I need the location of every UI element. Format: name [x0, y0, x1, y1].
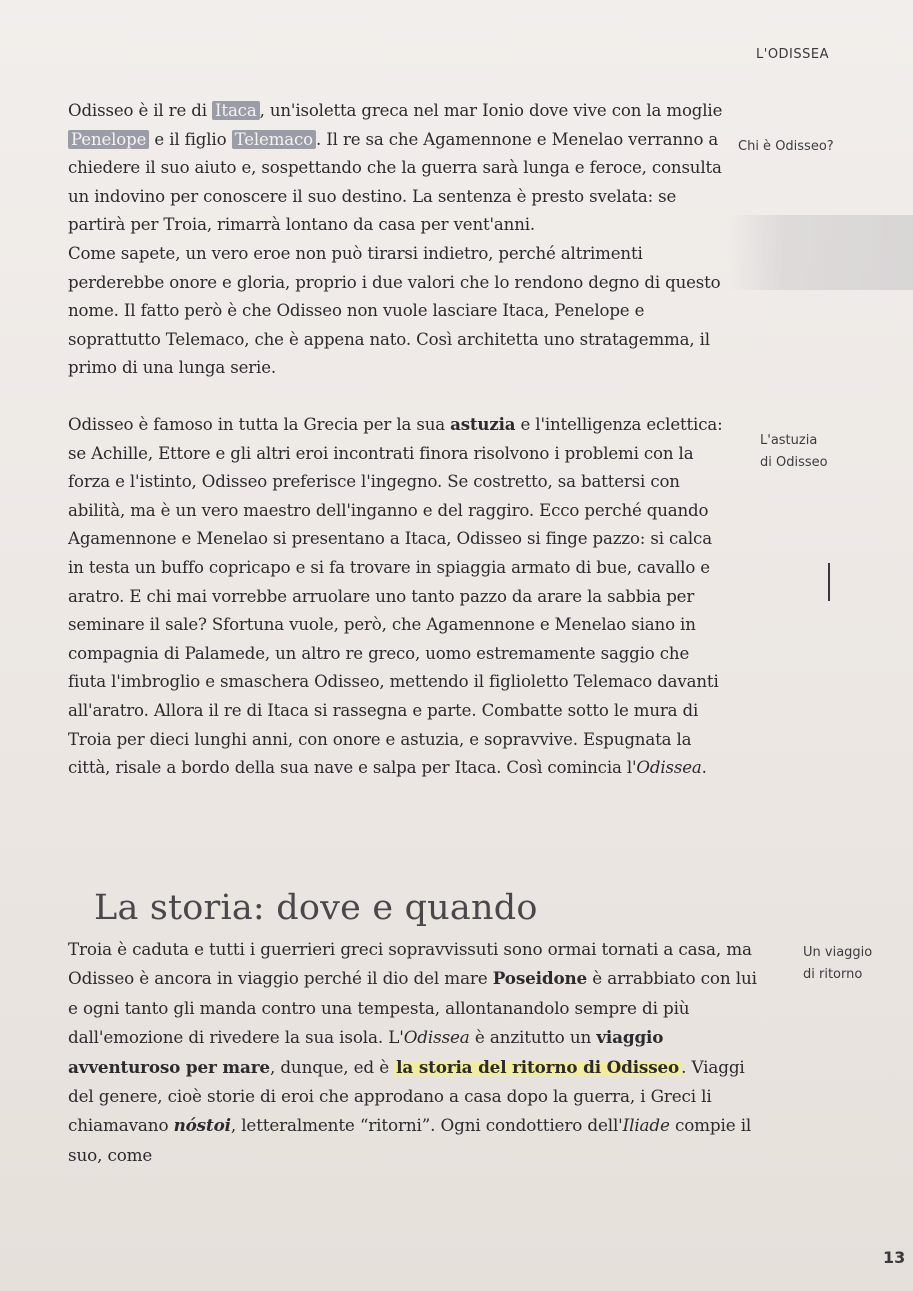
side-note-who	[738, 136, 834, 158]
p4-lodissea-l: L'	[388, 1027, 404, 1048]
paragraph-1	[68, 97, 728, 240]
highlight-itaca: Itaca	[212, 101, 260, 120]
p2-text: Come sapete, un vero eroe non può tirarsi indietro, perché altrimenti perderebbe onore e gloria, proprio i due valori che lo rendono degno di questo nome. Il fatto però è che Odisseo non vuole lasciare Itaca, Penelope e soprattutto Telemaco, che è appena nato. Così architetta uno stratagemma, il primo di una lunga serie.	[68, 244, 721, 378]
page-number: 13	[883, 1248, 906, 1267]
p4-text-5: . Viaggi del genere, cioè storie di eroi che approdano a casa dopo la guerra, i Greci li chiamavano	[68, 1056, 745, 1136]
paragraph-4	[68, 935, 758, 1170]
p4-text-3: è anzitutto un	[469, 1027, 597, 1048]
running-head: L'ODISSEA	[756, 47, 830, 62]
title-iliade: Iliade	[622, 1115, 670, 1136]
margin-marker	[828, 563, 830, 601]
term-viaggio: viaggio avventuroso per mare	[68, 1027, 664, 1077]
title-odissea: Odissea	[636, 758, 702, 778]
page-shadow	[728, 215, 913, 290]
p1-text-1: Odisseo è il re di	[68, 101, 213, 120]
p3-text-3: .	[701, 758, 707, 778]
paragraph-3	[68, 410, 728, 783]
highlight-penelope: Penelope	[68, 130, 149, 149]
p1-text-4: . Il re sa che Agamennone e Menelao verranno a chiedere il suo aiuto e, sospettando che la guerra sarà lunga e feroce, consulta un indovino per conoscere il suo destino. La sentenza è presto svelata: se partirà per Troia, rimarrà lontano da casa per vent'anni.	[68, 129, 722, 235]
p4-text-7: compie il suo, come	[68, 1115, 752, 1165]
p3-text-1: Odisseo è famoso in tutta la Grecia per la sua	[68, 415, 451, 434]
term-nostoi: nóstoi	[173, 1115, 231, 1136]
side-note-journey	[803, 942, 872, 986]
paragraph-2	[68, 240, 728, 383]
p4-text-1: Troia è caduta e tutti i guerrieri greci sopravvissuti sono ormai tornati a casa, ma Odisseo è ancora in viaggio perché il dio del mare	[68, 939, 752, 989]
p1-text-2: , un'isoletta greca nel mar Ionio dove vive con la moglie	[259, 101, 723, 120]
title-odissea-2: Odissea	[403, 1027, 470, 1048]
term-storia-ritorno: la storia del ritorno di Odisseo	[396, 1056, 680, 1077]
side-note-journey-line2: di ritorno	[803, 967, 863, 982]
p4-text-4: , dunque, ed è	[269, 1056, 395, 1077]
highlight-telemaco: Telemaco	[232, 130, 316, 149]
p4-text-2: è arrabbiato con lui e ogni tanto gli manda contro una tempesta, allontanandolo sempre di più dall'emozione di rivedere la sua isola.	[68, 968, 757, 1048]
side-note-who-text: Chi è Odisseo?	[738, 139, 834, 154]
term-poseidone: Poseidone	[492, 968, 588, 989]
term-astuzia: astuzia	[450, 414, 516, 434]
p3-text-2: e l'intelligenza eclettica: se Achille, Ettore e gli altri eroi incontrati finora risolvono i problemi con la forza e l'istinto, Odisseo preferisce l'ingegno. Se costretto, sa battersi con abilità, ma è un vero maestro dell'inganno e del raggiro. Ecco perché quando Agamennone e Menelao si presentano a Itaca, Odisseo si finge pazzo: si calca in testa un buffo copricapo e si fa trovare in spiaggia armato di bue, cavallo e aratro. E chi mai vorrebbe arruolare uno tanto pazzo da arare la sabbia per seminare il sale? Sfortuna vuole, però, che Agamennone e Menelao siano in compagnia di Palamede, un altro re greco, uomo estremamente saggio che fiuta l'imbroglio e smaschera Odisseo, mettendo il figlioletto Telemaco davanti all'aratro. Allora il re di Itaca si rassegna e parte. Combatte sotto le mura di Troia per dieci lunghi anni, con onore e astuzia, e sopravvive. Espugnata la città, risale a bordo della sua nave e salpa per Itaca. Così comincia l'	[68, 415, 723, 778]
p1-text-3: e il figlio	[149, 129, 232, 149]
side-note-journey-line1: Un viaggio	[803, 945, 873, 960]
section-heading: La storia: dove e quando	[94, 888, 538, 928]
side-note-cunning	[760, 430, 828, 474]
p4-text-6: , letteralmente “ritorni”. Ogni condottiero dell'	[230, 1115, 623, 1136]
side-note-cunning-line2: di Odisseo	[760, 455, 828, 470]
side-note-cunning-line1: L'astuzia	[760, 433, 818, 448]
